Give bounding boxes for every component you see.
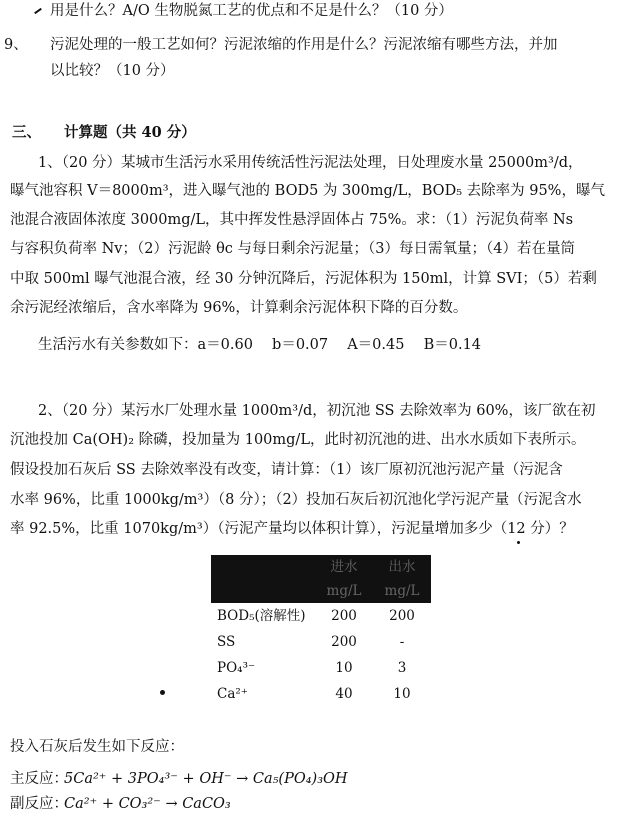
text-line: 以比较？（10 分） xyxy=(50,63,175,79)
table-cell: PO₄³⁻ xyxy=(217,659,256,676)
table-header-cell: 出水 xyxy=(373,555,431,579)
text-line: 用是什么？A/O 生物脱氮工艺的优点和不足是什么？（10 分） xyxy=(50,3,453,19)
text-line: 中取 500ml 曝气池混合液，经 30 分钟沉降后，污泥体积为 150ml，计算 SVI；（5）若剩 xyxy=(10,271,597,287)
table-cell: Ca²⁺ xyxy=(217,685,248,702)
text-line: 与容积负荷率 Nv；（2）污泥龄 θc 与每日剩余污泥量；（3）每日需氧量；（4）若在量筒 xyxy=(10,241,575,257)
table-cell: 10 xyxy=(393,685,411,702)
table-header-cell xyxy=(211,579,315,603)
table-header-cell: mg/L xyxy=(315,579,373,603)
stray-dot xyxy=(517,541,520,544)
table-cell: 200 xyxy=(389,607,415,624)
section-number: 三、 xyxy=(12,124,41,141)
table-header-row xyxy=(211,579,431,603)
text-line: 曝气池容积 V＝8000m³，进入曝气池的 BOD5 为 300mg/L，BOD₅ 去除率为 95%，曝气 xyxy=(10,183,605,199)
text-line: 投入石灰后发生如下反应： xyxy=(10,739,184,755)
table-row xyxy=(211,655,431,681)
table-cell: - xyxy=(399,633,405,650)
table-cell: 200 xyxy=(331,633,357,650)
table-cell: 10 xyxy=(335,659,353,676)
table-header-cell xyxy=(211,555,315,579)
text-line: 池混合液固体浓度 3000mg/L，其中挥发性悬浮固体占 75%。求：（1）污泥负荷率 Ns xyxy=(10,212,574,228)
table-cell: SS xyxy=(217,633,236,650)
text-line: 沉池投加 Ca(OH)₂ 除磷，投加量为 100mg/L，此时初沉池的进、出水水质如下表所示。 xyxy=(10,432,586,448)
text-line: 生活污水有关参数如下：a＝0.60 b＝0.07 A＝0.45 B＝0.14 xyxy=(38,337,482,353)
side-reaction-equation: Ca²⁺ + CO₃²⁻ → CaCO₃ xyxy=(64,796,231,812)
table-row xyxy=(211,629,431,655)
reaction-label: 主反应： xyxy=(10,771,68,787)
table-header-row xyxy=(211,555,431,579)
text-line: 污泥处理的一般工艺如何？污泥浓缩的作用是什么？污泥浓缩有哪些方法，并加 xyxy=(50,37,558,53)
text-line: 1、（20 分）某城市生活污水采用传统活性污泥法处理，日处理废水量 25000m³/d， xyxy=(38,155,583,171)
text-line: 水率 96%，比重 1000kg/m³）（8 分）；（2）投加石灰后初沉池化学污泥产量（污泥含水 xyxy=(10,492,582,508)
table-cell: 40 xyxy=(335,685,353,702)
table-row xyxy=(211,603,431,629)
main-reaction-equation: 5Ca²⁺ + 3PO₄³⁻ + OH⁻ → Ca₅(PO₄)₃OH xyxy=(64,771,348,787)
text-line: 假设投加石灰后 SS 去除效率没有改变，请计算：（1）该厂原初沉池污泥产量（污泥含 xyxy=(10,462,563,478)
section-title: 计算题（共 40 分） xyxy=(64,124,196,141)
table-cell: BOD₅(溶解性) xyxy=(217,607,306,624)
table-header-cell: 进水 xyxy=(315,555,373,579)
stray-dot xyxy=(160,690,165,695)
text-line: 余污泥经浓缩后，含水率降为 96%，计算剩余污泥体积下降的百分数。 xyxy=(10,300,468,316)
table-cell: 3 xyxy=(397,659,407,676)
margin-mark xyxy=(34,8,42,14)
table-header-cell: mg/L xyxy=(373,579,431,603)
table-row xyxy=(211,681,431,707)
text-line: 率 92.5%，比重 1070kg/m³）（污泥产量均以体积计算），污泥量增加多少（12 分）？ xyxy=(10,521,574,537)
question-number: 9、 xyxy=(4,37,28,53)
table-cell: 200 xyxy=(331,607,357,624)
reaction-label: 副反应： xyxy=(10,796,68,812)
text-line: 2、（20 分）某污水厂处理水量 1000m³/d，初沉池 SS 去除效率为 60%，该厂欲在初 xyxy=(38,403,596,419)
water-quality-table xyxy=(211,555,431,707)
